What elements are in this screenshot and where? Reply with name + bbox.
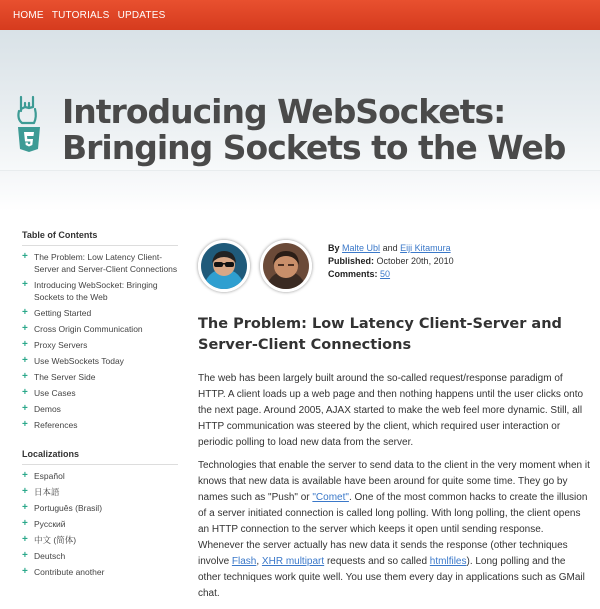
plus-icon: +	[22, 251, 28, 262]
plus-icon: +	[22, 550, 28, 561]
article	[198, 240, 590, 609]
plus-icon: +	[22, 403, 28, 414]
toc-item[interactable]: + Use Cases	[22, 387, 76, 398]
flash-link[interactable]: Flash	[231, 556, 257, 567]
toc-list	[22, 251, 178, 431]
sidebar	[22, 230, 178, 582]
page-title-line2: Bringing Sockets to the Web	[62, 128, 566, 167]
comments-link[interactable]: 50	[380, 269, 391, 279]
toc-item[interactable]: + Getting Started	[22, 307, 92, 318]
plus-icon: +	[22, 566, 28, 577]
plus-icon: +	[22, 486, 28, 497]
localizations-list	[22, 470, 178, 578]
nav-home[interactable]: HOME	[13, 9, 44, 21]
published-date: October 20th, 2010	[376, 256, 454, 266]
author-link[interactable]: Eiji Kitamura	[400, 243, 451, 253]
localization-item[interactable]: + 日本語	[22, 486, 60, 497]
toc-item[interactable]: + References	[22, 419, 78, 430]
html5-rock-hand-icon	[14, 93, 44, 153]
page-header	[0, 30, 600, 171]
avatar-malte-ubl[interactable]	[198, 240, 250, 292]
toc-item[interactable]: + Use WebSockets Today	[22, 355, 124, 366]
toc-item[interactable]: + The Problem: Low Latency Client-Server and Server-Client Connections	[22, 251, 178, 274]
toc-item[interactable]: + The Server Side	[22, 371, 96, 382]
plus-icon: +	[22, 534, 28, 545]
avatar-photo-1	[201, 243, 247, 289]
nav-tutorials[interactable]: TUTORIALS	[51, 9, 110, 21]
localization-item[interactable]: + Deutsch	[22, 550, 66, 561]
avatar-eiji-kitamura[interactable]	[260, 240, 312, 292]
page-title	[62, 94, 565, 166]
toc-heading: Table of Contents	[22, 230, 178, 246]
plus-icon: +	[22, 355, 28, 366]
comments-line: Comments: 50	[328, 269, 391, 279]
paragraph-2: Technologies that enable the server to send data to the client in the very moment when it knows that new data is available have been around for quite some time. They go by names such as "Push" or "Comet". One of the most common hacks to create the illusion of a server initiated connection is called long polling. With long polling, the client opens an HTTP connection to the server which keeps it open until sending response. Whenever the server actually has new data it sends the response (other techniques involve Flash, XHR multipart requests and so called htmlfiles). Long polling and the other techniques work quite well. You use them every day in applications such as GMail chat.	[198, 460, 590, 599]
nav-updates[interactable]: UPDATES	[117, 9, 166, 21]
localization-item[interactable]: + Русский	[22, 518, 66, 529]
plus-icon: +	[22, 339, 28, 350]
plus-icon: +	[22, 470, 28, 481]
page-title-line1: Introducing WebSockets:	[62, 92, 506, 131]
plus-icon: +	[22, 323, 28, 334]
plus-icon: +	[22, 371, 28, 382]
localization-item[interactable]: + Português (Brasil)	[22, 502, 103, 513]
localization-item[interactable]: + Español	[22, 470, 65, 481]
author-block	[198, 240, 590, 298]
htmlfiles-link[interactable]: htmlfiles	[429, 556, 467, 567]
plus-icon: +	[22, 387, 28, 398]
article-meta	[328, 240, 454, 281]
toc-item[interactable]: + Demos	[22, 403, 61, 414]
plus-icon: +	[22, 502, 28, 513]
toc-item[interactable]: + Proxy Servers	[22, 339, 88, 350]
paragraph-1: The web has been largely built around the so-called request/response paradigm of HTTP. A client loads up a web page and then nothing happens until the user clicks onto the next page. Around 2005, AJAX started to make the web feel more dynamic. Still, all HTTP communication was steered by the client, which required user interaction or periodic polling to load new data from the server.	[198, 373, 584, 448]
plus-icon: +	[22, 279, 28, 290]
plus-icon: +	[22, 307, 28, 318]
author-link[interactable]: Malte Ubl	[342, 243, 381, 253]
localization-item[interactable]: + Contribute another	[22, 566, 105, 577]
byline: By Malte Ubl and Eiji Kitamura	[328, 243, 451, 253]
localization-item[interactable]: + 中文 (简体)	[22, 534, 77, 545]
plus-icon: +	[22, 419, 28, 430]
plus-icon: +	[22, 518, 28, 529]
comet-link[interactable]: "Comet"	[312, 492, 349, 503]
toc-item[interactable]: + Cross Origin Communication	[22, 323, 143, 334]
section-heading: The Problem: Low Latency Client-Server and Server-Client Connections	[198, 316, 562, 353]
header-fade	[0, 171, 600, 211]
localizations-heading: Localizations	[22, 449, 178, 465]
avatar-photo-2	[263, 243, 309, 289]
top-nav	[0, 0, 600, 30]
toc-item[interactable]: + Introducing WebSocket: Bringing Sockets to the Web	[22, 279, 158, 302]
xhr-multipart-link[interactable]: XHR multipart	[261, 556, 325, 567]
published-line: Published: October 20th, 2010	[328, 256, 454, 266]
